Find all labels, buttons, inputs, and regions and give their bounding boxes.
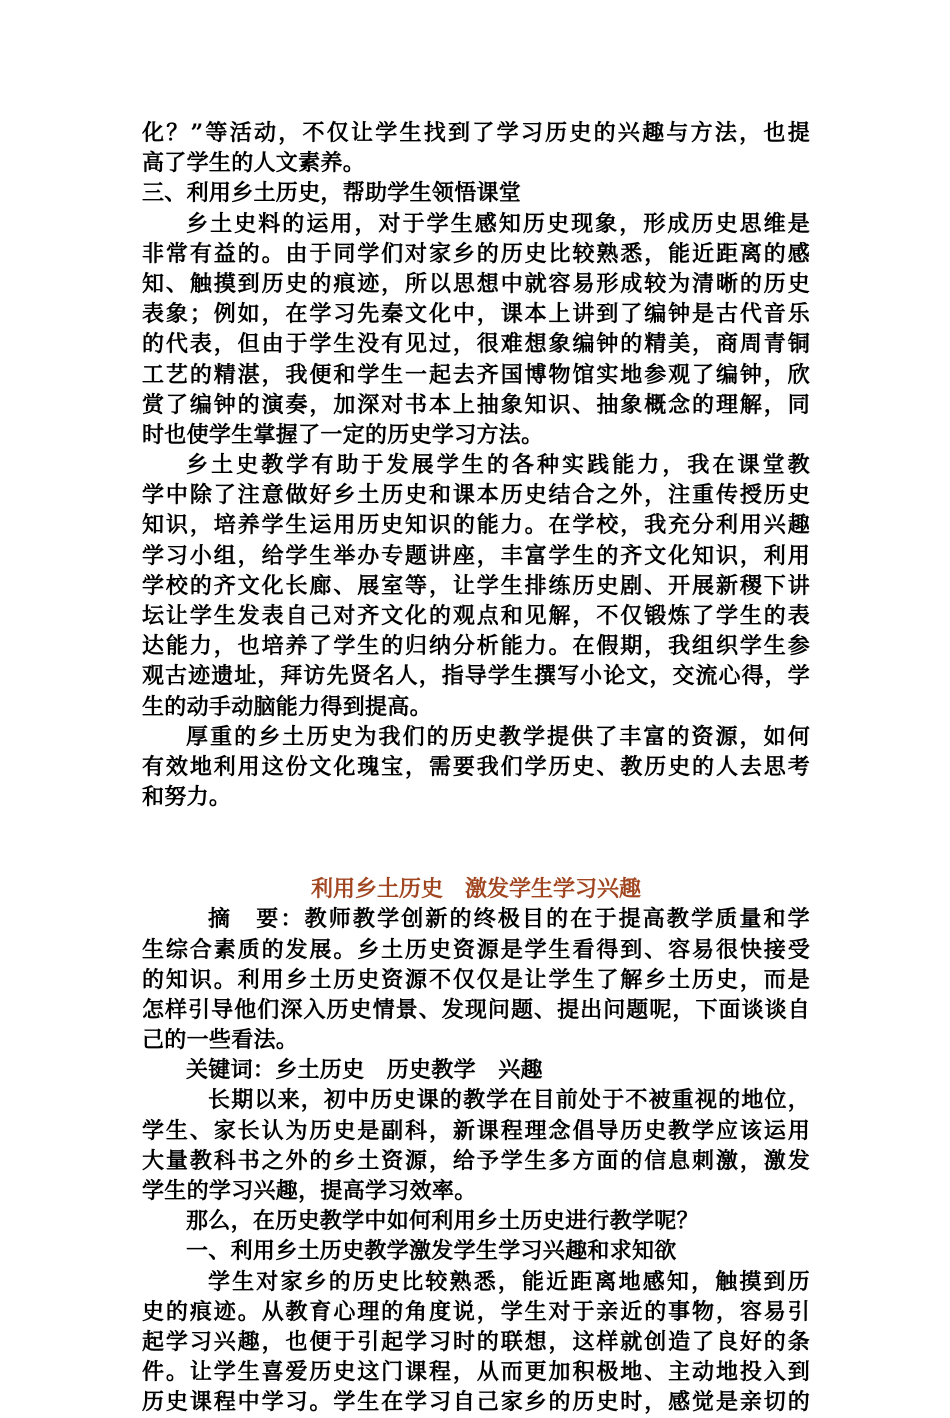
text-line: 非常有益的。由于同学们对家乡的历史比较熟悉，能近距离的感 [142,240,810,267]
text-line: 件。让学生喜爱历史这门课程，从而更加积极地、主动地投入到 [142,1359,810,1386]
text-line: 生的动手动脑能力得到提高。 [142,693,432,720]
paragraph-first-line: 乡土史教学有助于发展学生的各种实践能力，我在课堂教 [186,452,810,479]
text-line: 高了学生的人文素养。 [142,150,366,177]
text-line: 学中除了注意做好乡土历史和课本历史结合之外，注重传授历史 [142,482,810,509]
text-line: 学习小组，给学生举办专题讲座，丰富学生的齐文化知识，利用 [142,542,810,569]
document-page [142,118,810,1418]
text-line: 知识，培养学生运用历史知识的能力。在学校，我充分利用兴趣 [142,512,810,539]
text-line: 历史课程中学习。学生在学习自己家乡的历史时，感觉是亲切的 [142,1389,810,1416]
text-line: 学校的齐文化长廊、展室等，让学生排练历史剧、开展新稷下讲 [142,572,810,599]
paragraph-line: 那么，在历史教学中如何利用乡土历史进行教学呢？ [186,1208,699,1235]
article-section [142,874,810,1417]
section-heading: 三、利用乡土历史，帮助学生领悟课堂 [142,180,522,207]
section-spacer [142,812,810,874]
text-line: 坛让学生发表自己对齐文化的观点和见解，不仅锻炼了学生的表 [142,603,810,629]
text-line: 大量教科书之外的乡土资源，给予学生多方面的信息刺激，激发 [142,1147,810,1174]
abstract-first-line: 摘 要：教师教学创新的终极目的在于提高教学质量和学 [208,906,810,933]
text-line: 起学习兴趣，也便于引起学习时的联想，这样就创造了良好的条 [142,1328,810,1355]
keywords-line: 关键词：乡土历史 历史教学 兴趣 [186,1057,543,1084]
text-line: 学生的学习兴趣，提高学习效率。 [142,1178,477,1204]
text-line: 工艺的精湛，我便和学生一起去齐国博物馆实地参观了编钟，欣 [142,361,810,388]
article-title: 利用乡土历史 激发学生学习兴趣 [310,876,641,903]
text-line: 表象；例如，在学习先秦文化中，课本上讲到了编钟是古代音乐 [142,301,810,328]
text-line: 观古迹遗址，拜访先贤名人，指导学生撰写小论文，交流心得，学 [142,663,810,690]
text-line: 达能力，也培养了学生的归纳分析能力。在假期，我组织学生参 [142,633,810,660]
text-line: 怎样引导他们深入历史情景、发现问题、提出问题呢，下面谈谈自 [142,996,810,1023]
text-line: 史的痕迹。从教育心理的角度说，学生对于亲近的事物，容易引 [142,1298,810,1325]
paragraph-first-line: 乡土史料的运用，对于学生感知历史现象，形成历史思维是 [186,210,810,237]
text-line: 化？”等活动，不仅让学生找到了学习历史的兴趣与方法，也提 [142,120,810,146]
section-heading: 一、利用乡土历史教学激发学生学习兴趣和求知欲 [186,1238,677,1265]
top-section [142,118,810,812]
text-line: 己的一些看法。 [142,1027,299,1054]
text-line: 的代表，但由于学生没有见过，很难想象编钟的精美，商周青铜 [142,331,810,358]
text-line: 赏了编钟的演奏，加深对书本上抽象知识、抽象概念的理解，同 [142,391,810,418]
paragraph-first-line: 长期以来，初中历史课的教学在目前处于不被重视的地位， [208,1087,810,1114]
text-line: 的知识。利用乡土历史资源不仅仅是让学生了解乡土历史，而是 [142,966,810,993]
text-line: 和努力。 [142,784,232,811]
paragraph-first-line: 厚重的乡土历史为我们的历史教学提供了丰富的资源，如何 [186,723,810,750]
text-line: 生综合素质的发展。乡土历史资源是学生看得到、容易很快接受 [142,936,810,963]
text-line: 时也使学生掌握了一定的历史学习方法。 [142,421,544,448]
text-line: 知、触摸到历史的痕迹，所以思想中就容易形成较为清晰的历史 [142,270,810,297]
text-line: 学生、家长认为历史是副科，新课程理念倡导历史教学应该运用 [142,1117,810,1144]
text-line: 有效地利用这份文化瑰宝，需要我们学历史、教历史的人去思考 [142,753,810,780]
paragraph-first-line: 学生对家乡的历史比较熟悉，能近距离地感知，触摸到历 [208,1268,810,1295]
